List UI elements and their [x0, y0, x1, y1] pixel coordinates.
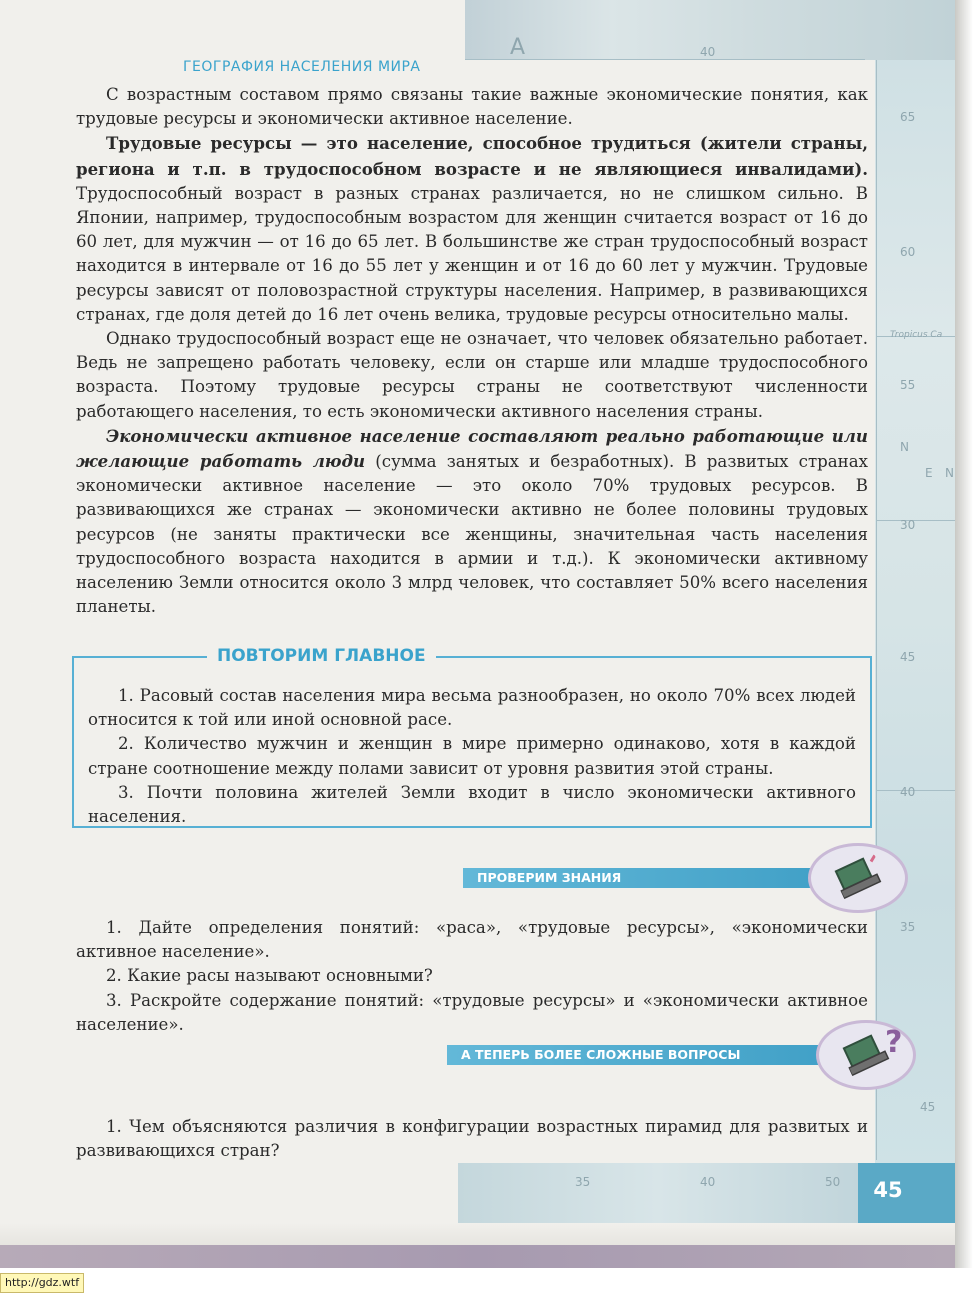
- hard-questions: [76, 1115, 868, 1163]
- summary-item: 3. Почти половина жителей Земли входит в число экономически активного населения.: [88, 782, 856, 827]
- question: 1. Чем объясняются различия в конфигурации возрастных пирамид для развитых и развивающихся стран?: [76, 1117, 868, 1161]
- map-label: 40: [900, 785, 916, 799]
- definition-bold-italic: Экономически активное население составляют реально работающие или желающие работать люди: [76, 425, 868, 472]
- question: 3. Раскройте содержание понятий: «трудовые ресурсы» и «экономически активное население».: [76, 990, 868, 1034]
- hard-questions-banner: А ТЕПЕРЬ БОЛЕЕ СЛОЖНЫЕ ВОПРОСЫ: [447, 1045, 847, 1065]
- laptop-question-icon: [816, 1020, 916, 1090]
- map-label: 45: [900, 650, 916, 664]
- map-grid-line: [876, 60, 877, 1160]
- definition-bold: Трудовые ресурсы — это население, способное трудиться (жители страны, региона и т.п. в трудоспособном возрасте и не являющиеся инвалидами).: [76, 133, 868, 179]
- book-edge-strip: [0, 1245, 955, 1268]
- map-label: 50: [825, 1175, 841, 1189]
- check-knowledge-banner: ПРОВЕРИМ ЗНАНИЯ: [463, 868, 843, 888]
- question: 1. Дайте определения понятий: «раса», «трудовые ресурсы», «экономически активное население».: [76, 918, 868, 962]
- laptop-icon: [808, 843, 908, 913]
- map-grid-line: [876, 520, 955, 521]
- map-label: 60: [900, 245, 916, 259]
- watermark-link[interactable]: http://gdz.wtf: [0, 1273, 84, 1293]
- map-label: 35: [575, 1175, 591, 1189]
- page-spine-edge: [955, 0, 973, 1268]
- question-mark-icon: ?: [885, 1025, 903, 1060]
- paragraph-text: (сумма занятых и безработных). В развитых странах экономически активное население — это около 70% трудовых ресурсов. В развивающихся же странах — экономически активно не более половины трудовых ресурсов (не заняты практически все женщины, значительная часть населения трудоспособного возраста находится в армии и т.д.). К экономически активному населению Земли относится около 3 млрд человек, что составляет 50% всего населения планеты.: [76, 452, 868, 617]
- map-background-right: [875, 60, 955, 1170]
- map-label: 55: [900, 378, 916, 392]
- paragraph: [76, 424, 868, 620]
- map-label: E: [925, 466, 933, 480]
- map-label: N: [945, 466, 954, 480]
- map-label: 40: [700, 1175, 716, 1189]
- page-number: 45: [873, 1178, 903, 1202]
- paragraph-text: Трудоспособный возраст в разных странах различается, но не слишком сильно. В Японии, например, трудоспособным возрастом для женщин считается возраст от 16 до 60 лет, для мужчин — от 16 до 65 лет. В большинстве же стран трудоспособный возраст находится в интервале от 16 до 55 лет у женщин и от 16 до 60 лет у мужчин. Трудовые ресурсы зависят от половозрастной структуры населения. Например, в развивающихся странах, где доля детей до 16 лет очень велика, трудовые ресурсы относительно малы.: [76, 183, 868, 324]
- paragraph: Однако трудоспособный возраст еще не означает, что человек обязательно работает. Ведь не запрещено работать человеку, если он старше или младше трудоспособного возраста. Поэтому трудовые ресурсы страны не соответствуют численности работающего населения, то есть экономически активного населения страны.: [76, 329, 868, 421]
- map-label: A: [510, 35, 526, 60]
- map-label: 35: [900, 920, 916, 934]
- map-label: 30: [900, 518, 916, 532]
- paragraph: [76, 131, 868, 327]
- check-questions: [76, 916, 868, 1037]
- body-text: [76, 83, 868, 619]
- map-label: Tropicus Ca: [890, 330, 943, 340]
- map-label: 45: [920, 1100, 936, 1114]
- section-header: ГЕОГРАФИЯ НАСЕЛЕНИЯ МИРА: [183, 59, 421, 75]
- summary-title: ПОВТОРИМ ГЛАВНОЕ: [207, 646, 436, 666]
- paragraph: С возрастным составом прямо связаны такие важные экономические понятия, как трудовые ресурсы и экономически активное население.: [76, 85, 868, 129]
- map-label: 40: [700, 45, 716, 59]
- question: 2. Какие расы называют основными?: [106, 966, 433, 986]
- map-label: N: [900, 440, 909, 454]
- summary-item: 2. Количество мужчин и женщин в мире примерно одинаково, хотя в каждой стране соотношение между полами зависит от уровня развития этой страны.: [88, 734, 856, 778]
- map-label: 65: [900, 110, 916, 124]
- summary-list: [88, 684, 856, 829]
- summary-item: 1. Расовый состав населения мира весьма разнообразен, но около 70% всех людей относится к той или иной основной расе.: [88, 686, 856, 730]
- map-background-bottom: [458, 1163, 858, 1223]
- map-grid-line: [876, 790, 955, 791]
- laptop-icon-graphic: [831, 852, 886, 900]
